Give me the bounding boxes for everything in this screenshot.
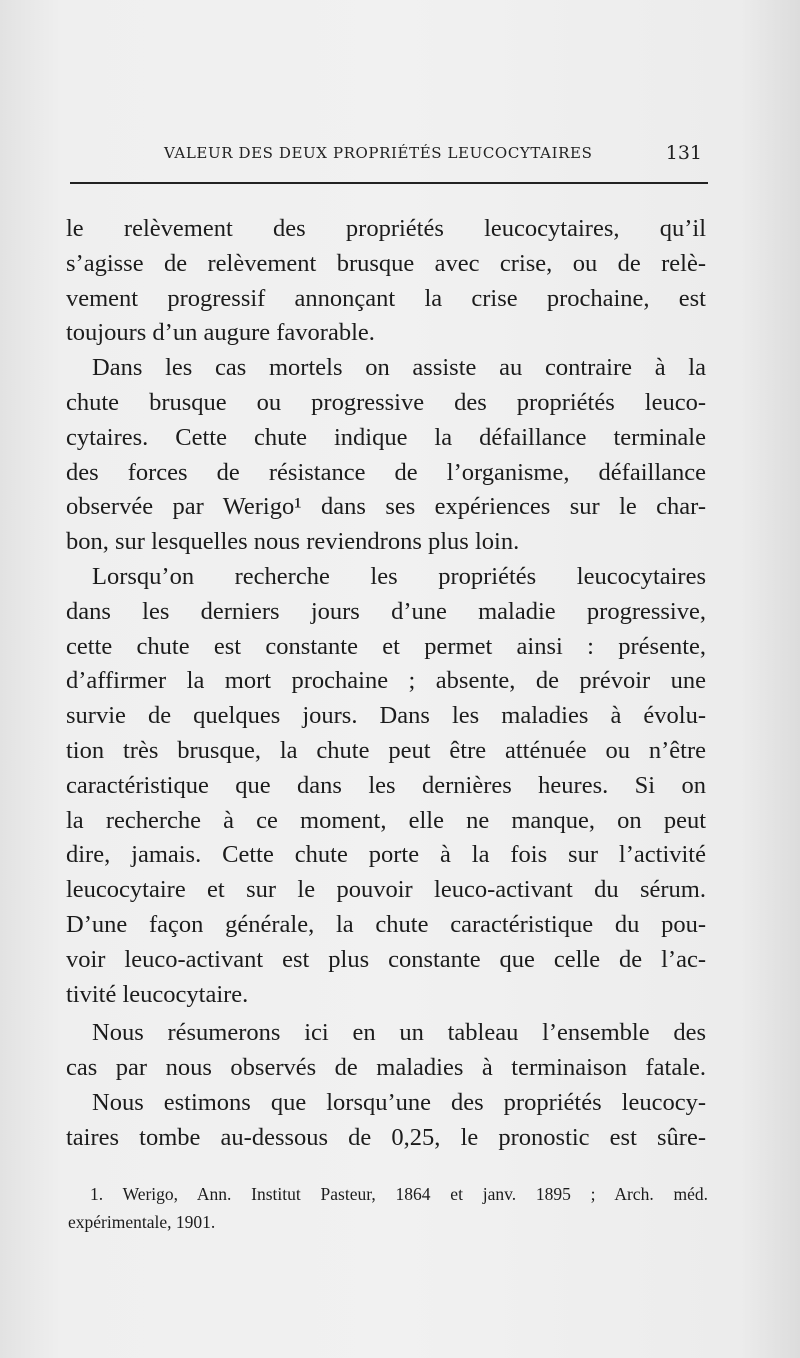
text-line: observée par Werigo¹ dans ses expériences sur le char- <box>66 493 706 521</box>
text-line: cas par nous observés de maladies à terminaison fatale. <box>66 1054 706 1082</box>
running-title: VALEUR DES DEUX PROPRIÉTÉS LEUCOCYTAIRES <box>164 144 593 162</box>
footnote <box>68 1180 708 1236</box>
text-line: survie de quelques jours. Dans les maladies à évolu- <box>66 702 706 730</box>
footnote-line: 1. Werigo, Ann. Institut Pasteur, 1864 et janv. 1895 ; Arch. méd. <box>90 1184 708 1204</box>
text-line: la recherche à ce moment, elle ne manque, on peut <box>66 806 706 834</box>
text-line: des forces de résistance de l’organisme, défaillance <box>66 458 706 486</box>
text-line: cytaires. Cette chute indique la défaillance terminale <box>66 423 706 451</box>
text-line: Dans les cas mortels on assiste au contraire à la <box>92 354 706 382</box>
text-line: caractéristique que dans les dernières heures. Si on <box>66 771 706 799</box>
page-number: 131 <box>665 142 702 164</box>
text-line: chute brusque ou progressive des propriétés leuco- <box>66 388 706 416</box>
text-line: leucocytaire et sur le pouvoir leuco-activant du sérum. <box>66 876 706 904</box>
footnote-line: expérimentale, 1901. <box>68 1212 216 1232</box>
text-line: Lorsqu’on recherche les propriétés leucocytaires <box>92 562 706 590</box>
text-line: voir leuco-activant est plus constante que celle de l’ac- <box>66 945 706 973</box>
text-line: dire, jamais. Cette chute porte à la fois sur l’activité <box>66 841 706 869</box>
body-text <box>66 212 706 1156</box>
header-rule <box>70 182 708 184</box>
running-head <box>68 144 708 168</box>
text-line: Nous estimons que lorsqu’une des propriétés leucocy- <box>92 1088 706 1116</box>
text-line: Nous résumerons ici en un tableau l’ensemble des <box>92 1019 706 1047</box>
text-line: tivité leucocytaire. <box>66 980 249 1008</box>
text-line: cette chute est constante et permet ainsi : présente, <box>66 632 706 660</box>
text-line: toujours d’un augure favorable. <box>66 319 375 347</box>
text-line: D’une façon générale, la chute caractéristique du pou- <box>66 910 706 938</box>
text-line: le relèvement des propriétés leucocytaires, qu’il <box>66 215 706 242</box>
text-line: s’agisse de relèvement brusque avec crise, ou de relè- <box>66 249 706 277</box>
text-line: vement progressif annonçant la crise prochaine, est <box>66 284 706 312</box>
text-line: bon, sur lesquelles nous reviendrons plus loin. <box>66 528 520 556</box>
text-line: taires tombe au-dessous de 0,25, le pronostic est sûre- <box>66 1123 706 1151</box>
text-line: tion très brusque, la chute peut être atténuée ou n’être <box>66 736 706 764</box>
text-line: dans les derniers jours d’une maladie progressive, <box>66 597 706 625</box>
text-line: d’affirmer la mort prochaine ; absente, de prévoir une <box>66 667 706 695</box>
